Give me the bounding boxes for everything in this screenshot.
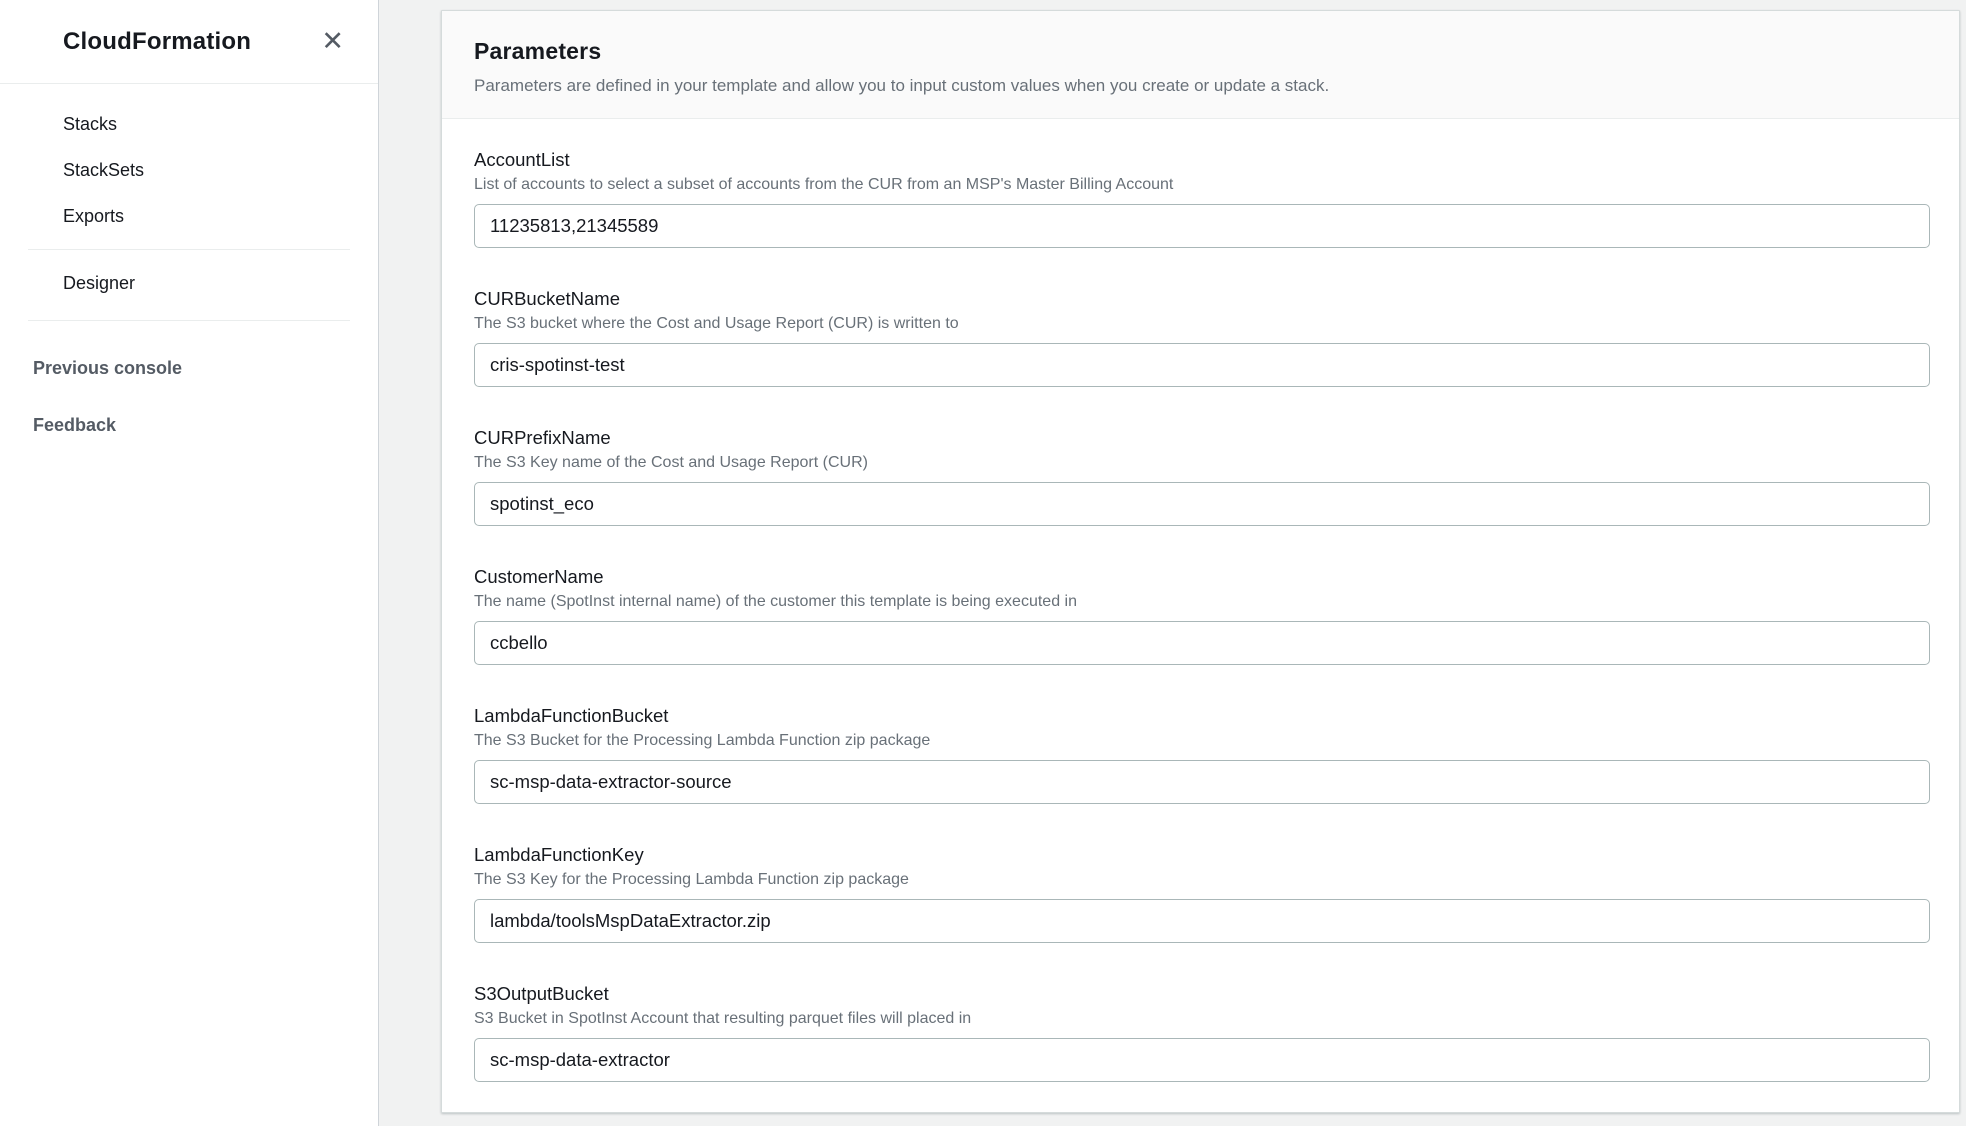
accountlist-input[interactable] — [474, 204, 1930, 248]
sidebar-item-stacksets[interactable]: StackSets — [63, 159, 145, 180]
sidebar-item-stacks[interactable]: Stacks — [63, 113, 118, 134]
main-content — [379, 0, 1966, 1126]
s3outputbucket-input[interactable] — [474, 1038, 1930, 1082]
field-lambdafunctionbucket — [474, 705, 1930, 804]
field-label: CURBucketName — [474, 288, 620, 309]
field-description: The S3 bucket where the Cost and Usage Report (CUR) is written to — [474, 315, 959, 332]
parameters-panel — [441, 10, 1960, 1113]
field-label: CURPrefixName — [474, 427, 611, 448]
nav-divider — [28, 320, 350, 321]
field-label: S3OutputBucket — [474, 983, 609, 1004]
customername-input[interactable] — [474, 621, 1930, 665]
field-description: List of accounts to select a subset of accounts from the CUR from an MSP's Master Billing Account — [474, 176, 1174, 193]
field-label: LambdaFunctionKey — [474, 844, 644, 865]
field-description: The name (SpotInst internal name) of the customer this template is being executed in — [474, 593, 1077, 610]
parameters-form — [442, 119, 1959, 1082]
cloudformation-sidebar — [0, 0, 379, 1126]
field-curprefixname — [474, 427, 1930, 526]
lambdafunctionbucket-input[interactable] — [474, 760, 1930, 804]
field-description: The S3 Key for the Processing Lambda Function zip package — [474, 871, 909, 888]
field-description: The S3 Key name of the Cost and Usage Report (CUR) — [474, 454, 868, 471]
field-accountlist — [474, 149, 1930, 248]
curprefixname-input[interactable] — [474, 482, 1930, 526]
page-title: Parameters — [474, 38, 602, 64]
panel-description: Parameters are defined in your template and allow you to input custom values when you create or update a stack. — [474, 76, 1330, 95]
field-customername — [474, 566, 1930, 665]
sidebar-link-previous-console[interactable]: Previous console — [33, 358, 183, 378]
close-icon[interactable]: ✕ — [317, 26, 348, 57]
nav-divider — [28, 249, 350, 250]
field-description: The S3 Bucket for the Processing Lambda Function zip package — [474, 732, 931, 749]
sidebar-item-designer[interactable]: Designer — [63, 272, 136, 293]
field-curbucketname — [474, 288, 1930, 387]
sidebar-item-exports[interactable]: Exports — [63, 205, 125, 226]
field-description: S3 Bucket in SpotInst Account that resulting parquet files will placed in — [474, 1010, 972, 1027]
curbucketname-input[interactable] — [474, 343, 1930, 387]
field-lambdafunctionkey — [474, 844, 1930, 943]
sidebar-header — [0, 0, 378, 84]
sidebar-link-feedback[interactable]: Feedback — [33, 415, 117, 435]
field-label: CustomerName — [474, 566, 604, 587]
sidebar-nav — [0, 84, 378, 436]
field-label: LambdaFunctionBucket — [474, 705, 669, 726]
sidebar-title: CloudFormation — [63, 27, 252, 55]
lambdafunctionkey-input[interactable] — [474, 899, 1930, 943]
parameters-panel-header — [442, 11, 1959, 119]
field-label: AccountList — [474, 149, 570, 170]
field-s3outputbucket — [474, 983, 1930, 1082]
